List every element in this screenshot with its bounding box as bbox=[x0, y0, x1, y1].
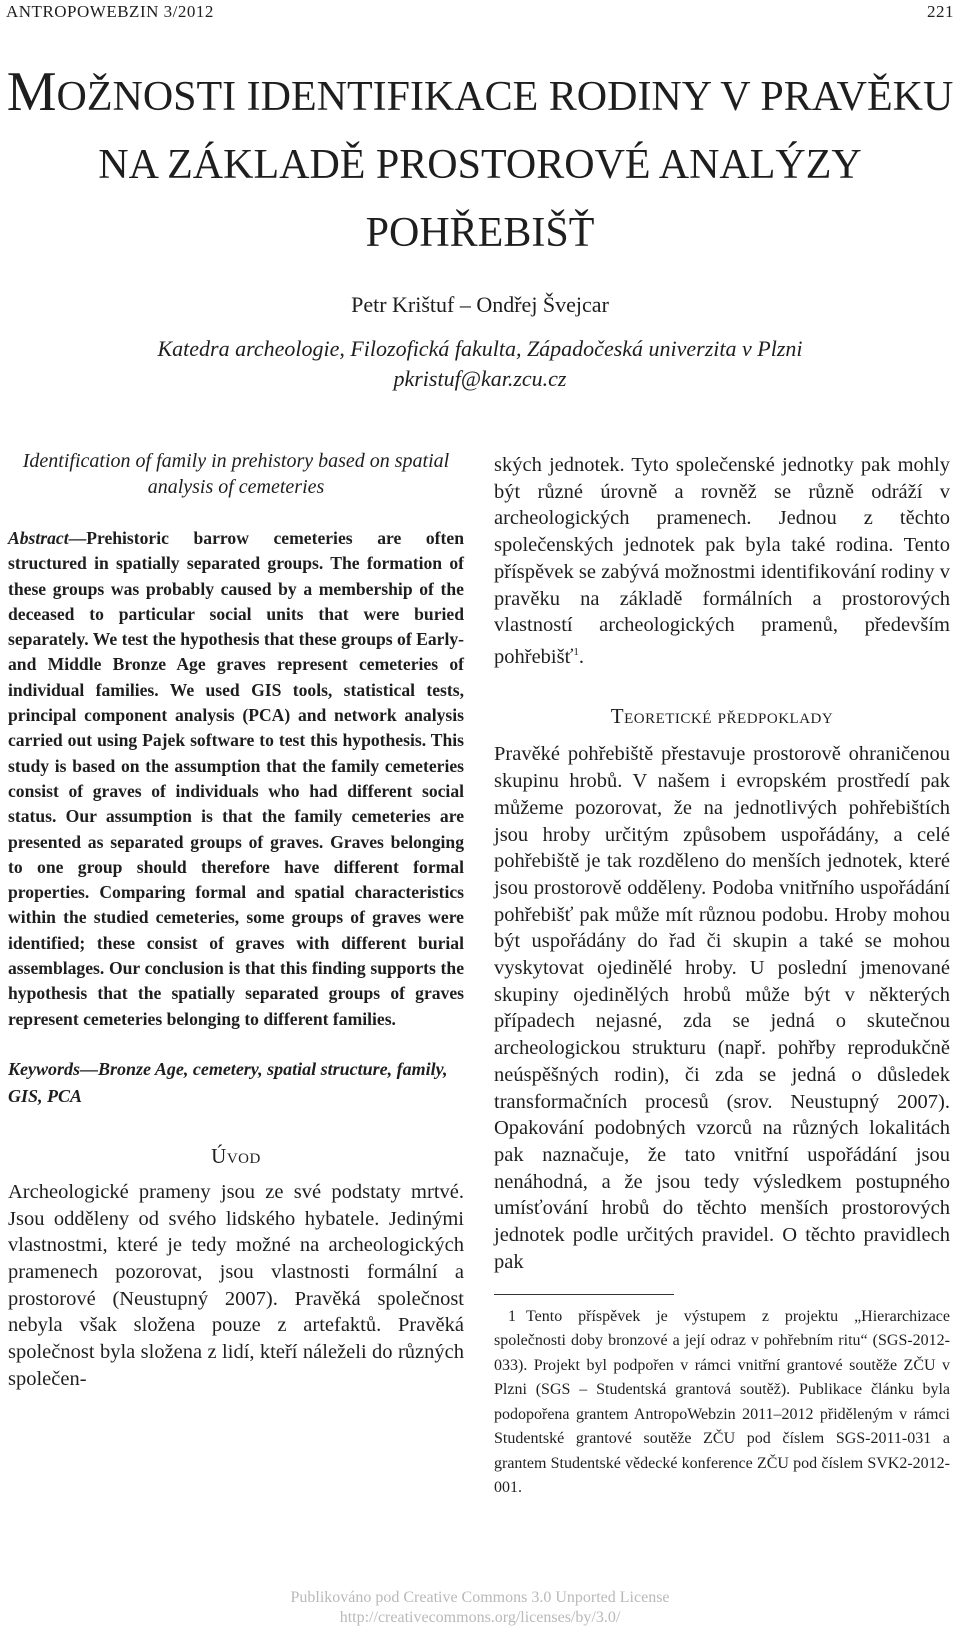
institution: Katedra archeologie, Filozofická fakulta, Západočeská univerzita v Plzni bbox=[157, 336, 803, 361]
uvod-text: Archeologické prameny jsou ze své podstaty mrtvé. Jsou odděleny od svého lidského hybatele. Jedinými vlastnostmi, které je tedy možné na archeologických pramenech pozorovat, jsou vlastnosti formální a prostorové (Neustupný 2007). Pravěká společnost nebyla však složena pouze z artefaktů. Pravěká společnost byla složena z lidí, kteří náleželi do různých společen- bbox=[8, 1180, 464, 1390]
title-initial: M bbox=[6, 61, 57, 123]
email: pkristuf@kar.zcu.cz bbox=[393, 366, 567, 391]
affiliation bbox=[0, 334, 960, 394]
footnote-text: Tento příspěvek je výstupem z projektu „Hierarchizace společnosti doby bronzové a její odraz v pohřebním ritu“ (SGS-2012-033). Projekt byl podpořen v rámci vnitřní grantové soutěže ZČU v Plzni (SGS – Studentská grantová soutěž). Publikace článku byla podopořena grantem AntropoWebzin 2011–2012 přiděleným v rámci Studentské grantové soutěže ZČU pod číslem SGS-2011-031 a grantem Studentské vědecké konference ZČU pod číslem SVK2-2012-001. bbox=[494, 1307, 950, 1497]
article-title bbox=[0, 58, 960, 267]
footnote bbox=[494, 1305, 950, 1501]
intro-text: ských jednotek. Tyto společenské jednotky pak mohly být různé úrovně a rovněž se různě odráží v archeologických pramenech. Jednou z těchto společenských jednotek pak byla také rodina. Tento příspěvek se zabývá možnostmi identifikování rodiny v pravěku na základě formálních a prostorových vlastností archeologických pramenů, především pohřebišť bbox=[494, 454, 950, 668]
section-heading-teoreticke: Teoretické předpoklady bbox=[610, 704, 834, 729]
title-line-2: NA ZÁKLADĚ PROSTOROVÉ ANALÝZY bbox=[98, 142, 862, 188]
license-url: http://creativecommons.org/licenses/by/3.0/ bbox=[339, 1609, 621, 1626]
page-number: 221 bbox=[927, 2, 954, 21]
teoreticke-text: Pravěké pohřebiště přestavuje prostorově ohraničenou skupinu hrobů. V našem i evropském prostředí pak můžeme pozorovat, že na jednotlivých pohřebištích jsou hroby určitým způsobem uspořádány, a celé pohřebiště je tak rozděleno do menších jednotek, které jsou prostorově odděleny. Podoba vnitřního uspořádání pohřebišť pak může mít různou podobu. Hroby mohou být uspořádány do řad či skupin a také se mohou vyskytovat ojedinělé hroby. U poslední jmenované skupiny ojedinělých hrobů může být v některých případech nejasné, zda se jedná o skutečnou archeologickou strukturu (např. pohřby reprodukčně neúspěšných rodin), či zda se jedná o důsledek transformačních procesů (srov. Neustupný 2007). Opakování podobných vzorců na různých lokalitách pak naznačuje, že tato vnitřní uspořádání jsou nenáhodná, a že jsou tedy výsledkem postupného umísťování hrobů do těchto menších prostorových jednotek podle určitých pravidel. O těchto pravidlech pak bbox=[494, 743, 950, 1273]
title-line-1 bbox=[0, 58, 960, 131]
authors: Petr Krištuf – Ondřej Švejcar bbox=[351, 292, 609, 317]
footnote-number: 1 bbox=[508, 1307, 516, 1325]
section-heading-uvod: Úvod bbox=[211, 1143, 261, 1168]
keywords: Keywords—Bronze Age, cemetery, spatial structure, family, GIS, PCA bbox=[8, 1058, 448, 1106]
abstract-text: —Prehistoric barrow cemeteries are often structured in spatially separated groups. The formation of these groups was probably caused by a membership of the deceased to particular social units that were buried separately. We test the hypothesis that these groups of Early- and Middle Bronze Age graves represent cemeteries of individual families. We used GIS tools, statistical tests, principal component analysis (PCA) and network analysis carried out using Pajek software to test this hypothesis. This study is based on the assumption that the family cemeteries consist of graves of individuals who had different social status. Our assumption is that the family cemeteries are presented as separated groups of graves. Graves belonging to one group should therefore have different formal properties. Comparing formal and spatial characteristics within the studied cemeteries, some groups of graves were identified; these consist of graves with different burial assemblages. Our conclusion is that this finding supports the hypothesis that the spatially separated groups of graves represent cemeteries belonging to different families. bbox=[8, 528, 464, 1029]
right-column bbox=[494, 452, 950, 1501]
abstract-label: Abstract bbox=[8, 528, 69, 548]
left-column bbox=[8, 448, 464, 1393]
license-text: Publikováno pod Creative Commons 3.0 Unported License bbox=[290, 1589, 670, 1606]
intro-end: . bbox=[578, 645, 584, 668]
title-line-1-rest: OŽNOSTI IDENTIFIKACE RODINY V PRAVĚKU bbox=[56, 74, 954, 120]
abstract bbox=[8, 526, 464, 1032]
intro-continuation bbox=[494, 452, 950, 670]
footnote-divider bbox=[494, 1294, 674, 1295]
footnote-mark: 1 bbox=[573, 645, 579, 658]
english-title: Identification of family in prehistory based on spatial analysis of cemeteries bbox=[22, 450, 450, 498]
title-line-3: POHŘEBIŠŤ bbox=[365, 210, 595, 256]
journal-running-header: ANTROPOWEBZIN 3/2012 bbox=[6, 2, 214, 21]
license-footer bbox=[0, 1588, 960, 1628]
